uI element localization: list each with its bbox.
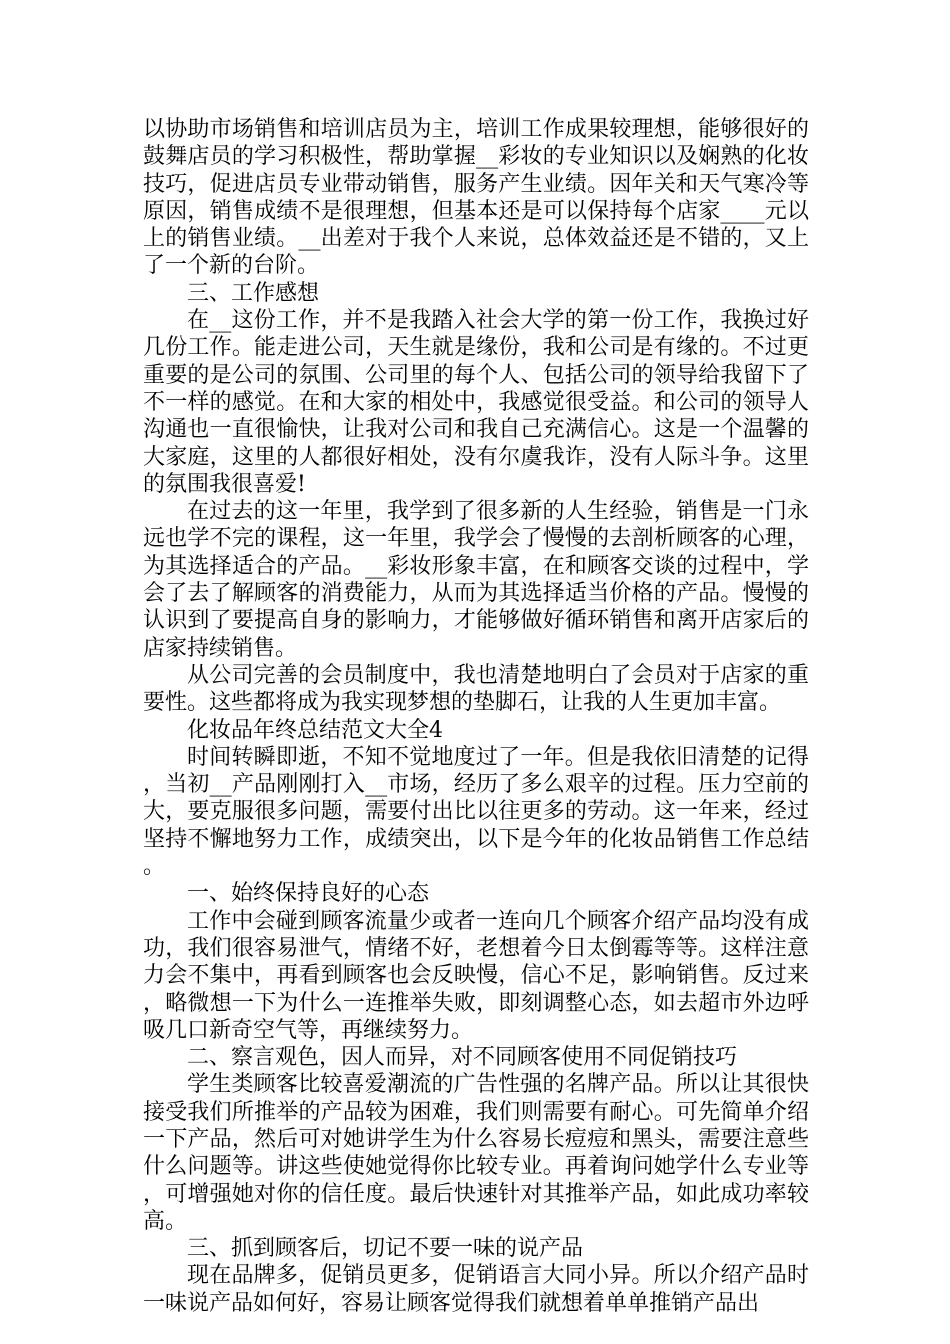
paragraph-continued: 以协助市场销售和培训店员为主，培训工作成果较理想，能够很好的鼓舞店员的学习积极性，帮助掌握__彩妆的专业知识以及娴熟的化妆技巧，促进店员专业带动销售，服务产生业绩。因年关和天气寒冷等原因，销售成绩不是很理想，但基本还是可以保持每个店家____元以上的销售业绩。__出差对于我个人来说，总体效益还是不错的，又上了一个新的台阶。 (143, 117, 809, 279)
section-heading-mindset: 一、始终保持良好的心态 (187, 881, 430, 907)
paragraph: 工作中会碰到顾客流量少或者一连向几个顾客介绍产品均没有成功，我们很容易泄气，情绪不好，老想着今日太倒霉等等。这样注意力会不集中，再看到顾客也会反映慢，信心不足，影响销售。反过来，略微想一下为什么一连推举失败，即刻调整心态，如去超市外边呼吸几口新奇空气等，再继续努力。 (143, 908, 809, 1043)
section-heading-work-reflection: 三、工作感想 (187, 280, 320, 306)
document-body (143, 116, 809, 1317)
paragraph: 现在品牌多，促销员更多，促销语言大同小异。所以介绍产品时一味说产品如何好，容易让顾客觉得我们就想着单单推销产品出 (143, 1263, 809, 1316)
section-heading-techniques: 二、察言观色，因人而异，对不同顾客使用不同促销技巧 (187, 1045, 738, 1071)
paragraph: 学生类顾客比较喜爱潮流的广告性强的名牌产品。所以让其很快接受我们所推举的产品较为困难，我们则需要有耐心。可先简单介绍一下产品，然后可对她讲学生为什么容易长痘痘和黑头，需要注意些什么问题等。讲这些使她觉得你比较专业。再着询问她学什么专业等，可增强她对你的信任度。最后快速针对其推举产品，如此成功率较高。 (143, 1072, 809, 1234)
paragraph: 时间转瞬即逝，不知不觉地度过了一年。但是我依旧清楚的记得，当初__产品刚刚打入__市场，经历了多么艰辛的过程。压力空前的大，要克服很多问题，需要付出比以往更多的劳动。这一年来，经过坚持不懈地努力工作，成绩突出，以下是今年的化妆品销售工作总结。 (143, 744, 809, 880)
paragraph: 从公司完善的会员制度中，我也清楚地明白了会员对于店家的重要性。这些都将成为我实现梦想的垫脚石，让我的人生更加丰富。 (143, 662, 809, 716)
article-title: 化妆品年终总结范文大全4 (187, 717, 443, 743)
paragraph: 在__这份工作，并不是我踏入社会大学的第一份工作，我换过好几份工作。能走进公司，天生就是缘份，我和公司是有缘的。不过更重要的是公司的氛围、公司里的每个人、包括公司的领导给我留下了不一样的感觉。在和大家的相处中，我感觉很受益。和公司的领导人沟通也一直很愉快，让我对公司和我自己充满信心。这是一个温馨的大家庭，这里的人都很好相处，没有尔虞我诈，没有人际斗争。这里的氛围我很喜爱! (143, 308, 809, 497)
section-heading-after-customer: 三、抓到顾客后，切记不要一味的说产品 (187, 1236, 584, 1262)
paragraph: 在过去的这一年里，我学到了很多新的人生经验，销售是一门永远也学不完的课程，这一年里，我学会了慢慢的去剖析顾客的心理，为其选择适合的产品。__彩妆形象丰富，在和顾客交谈的过程中，学会了去了解顾客的消费能力，从而为其选择适当价格的产品。慢慢的认识到了要提高自身的影响力，才能够做好循环销售和离开店家后的店家持续销售。 (143, 499, 809, 661)
